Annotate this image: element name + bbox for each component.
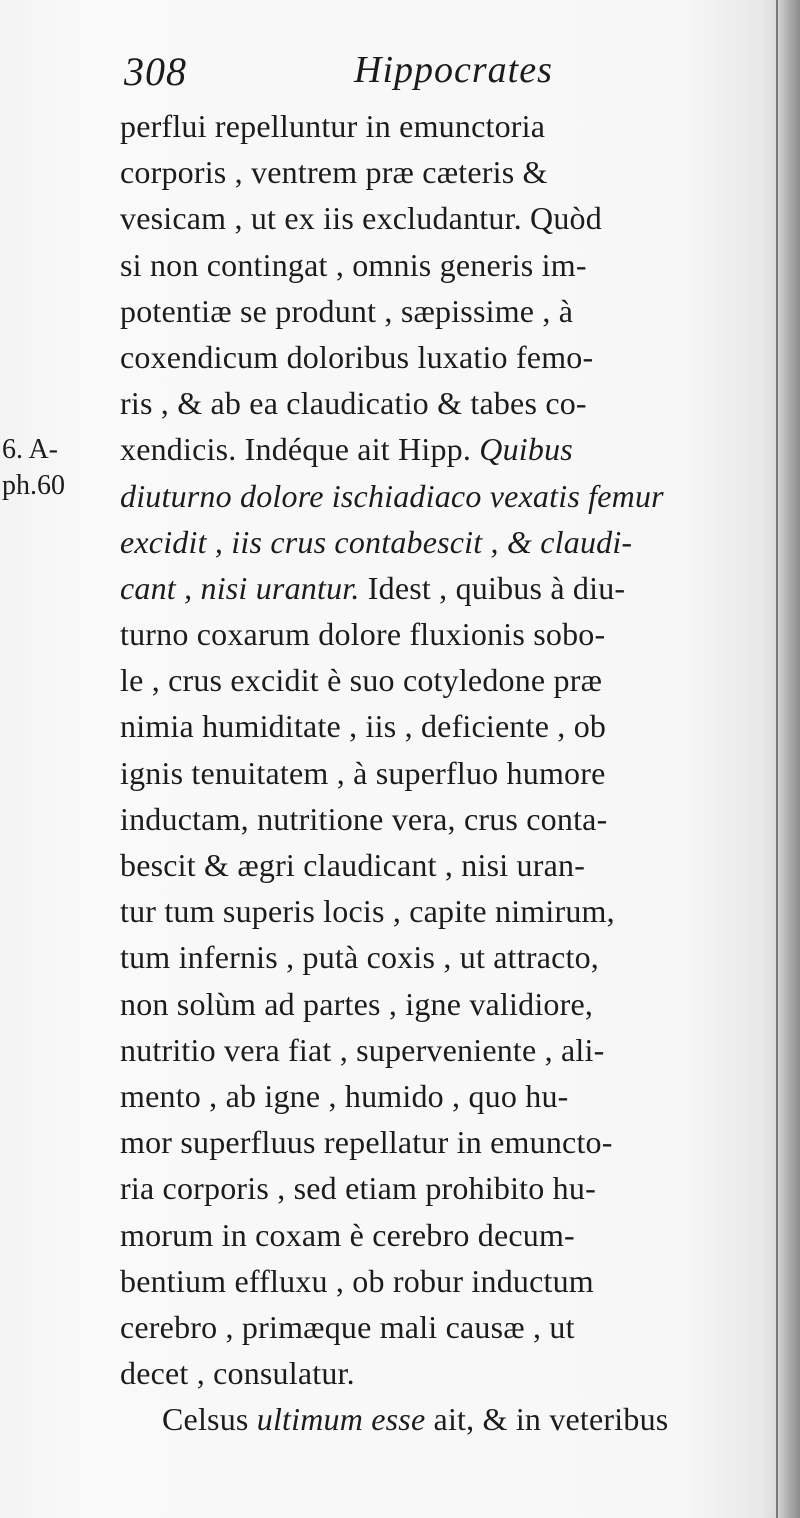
italic-segment: Quibus [479, 431, 573, 468]
roman-segment: potentiæ se produnt , sæpissime , à [120, 292, 574, 329]
text-line [120, 519, 760, 565]
roman-segment: tur tum superis locis , capite nimirum, [120, 893, 615, 930]
roman-segment: perflui repelluntur in emunctoria [120, 108, 546, 144]
text-line [120, 565, 760, 611]
roman-segment: Idest , quibus à diu- [359, 569, 626, 606]
text-line [120, 1304, 760, 1350]
roman-segment: mor superfluus repellatur in emuncto- [120, 1124, 613, 1161]
text-line [120, 611, 760, 657]
roman-segment: inductam, nutritione vera, crus conta- [120, 800, 608, 837]
roman-segment: cerebro , primæque mali causæ , ut [120, 1308, 575, 1345]
text-line [120, 1027, 760, 1073]
running-head [124, 48, 644, 108]
text-line [120, 242, 760, 288]
body-text [120, 103, 760, 1442]
text-line [120, 103, 760, 149]
roman-segment: Celsus [162, 1401, 257, 1438]
text-line [120, 888, 760, 934]
roman-segment: coxendicum doloribus luxatio femo- [120, 338, 594, 375]
roman-segment: si non contingat , omnis generis im- [120, 246, 587, 283]
roman-segment: bentium effluxu , ob robur inductum [120, 1262, 594, 1299]
page-number: 308 [124, 49, 187, 94]
roman-segment: morum in coxam è cerebro decum- [120, 1216, 575, 1253]
roman-segment: nutritio vera fiat , superveniente , ali- [120, 1031, 605, 1068]
text-line [120, 380, 760, 426]
text-line [120, 195, 760, 241]
page-edge-shadow [776, 0, 800, 1518]
text-line [120, 1396, 760, 1442]
roman-segment: decet , consulatur. [120, 1355, 355, 1392]
text-line [120, 334, 760, 380]
text-line [120, 703, 760, 749]
italic-segment: excidit , iis crus contabescit , & claudi- [120, 523, 633, 560]
margin-note [2, 432, 120, 504]
margin-note-line: 6. A- [2, 434, 58, 465]
text-line [120, 288, 760, 334]
roman-segment: ignis tenuitatem , à superfluo humore [120, 754, 606, 791]
text-line [120, 1212, 760, 1258]
text-line [120, 842, 760, 888]
roman-segment: ria corporis , sed etiam prohibito hu- [120, 1170, 596, 1207]
text-line [120, 1258, 760, 1304]
roman-segment: non solùm ad partes , igne validiore, [120, 985, 594, 1022]
text-line [120, 796, 760, 842]
text-line [120, 934, 760, 980]
roman-segment: ait, & in veteribus [425, 1401, 669, 1438]
text-line [120, 657, 760, 703]
roman-segment: xendicis. Indéque ait Hipp. [120, 431, 480, 468]
roman-segment: le , crus excidit è suo cotyledone præ [120, 662, 603, 699]
text-line [120, 1073, 760, 1119]
text-line [120, 1165, 760, 1211]
italic-segment: cant , nisi urantur. [120, 569, 360, 606]
roman-segment: mento , ab igne , humido , quo hu- [120, 1077, 569, 1114]
roman-segment: corporis , ventrem præ cæteris & [120, 154, 548, 191]
roman-segment: tum infernis , putà coxis , ut attracto, [120, 939, 599, 976]
running-title: Hippocrates [354, 49, 553, 91]
text-line [120, 750, 760, 796]
text-line [120, 1350, 760, 1396]
page-gutter-line [776, 0, 778, 1518]
italic-segment: diuturno dolore ischiadiaco vexatis femur [120, 477, 664, 514]
text-line [120, 149, 760, 195]
roman-segment: turno coxarum dolore fluxionis sobo- [120, 616, 606, 653]
roman-segment: bescit & ægri claudicant , nisi uran- [120, 847, 586, 883]
italic-segment: ultimum esse [256, 1401, 426, 1438]
margin-note-line: ph.60 [2, 470, 65, 501]
roman-segment: ris , & ab ea claudicatio & tabes co- [120, 385, 587, 422]
text-line [120, 426, 760, 472]
roman-segment: vesicam , ut ex iis excludantur. Quòd [120, 200, 602, 237]
text-line [120, 473, 760, 519]
text-line [120, 1119, 760, 1165]
text-line [120, 981, 760, 1027]
roman-segment: nimia humiditate , iis , deficiente , ob [120, 708, 607, 745]
